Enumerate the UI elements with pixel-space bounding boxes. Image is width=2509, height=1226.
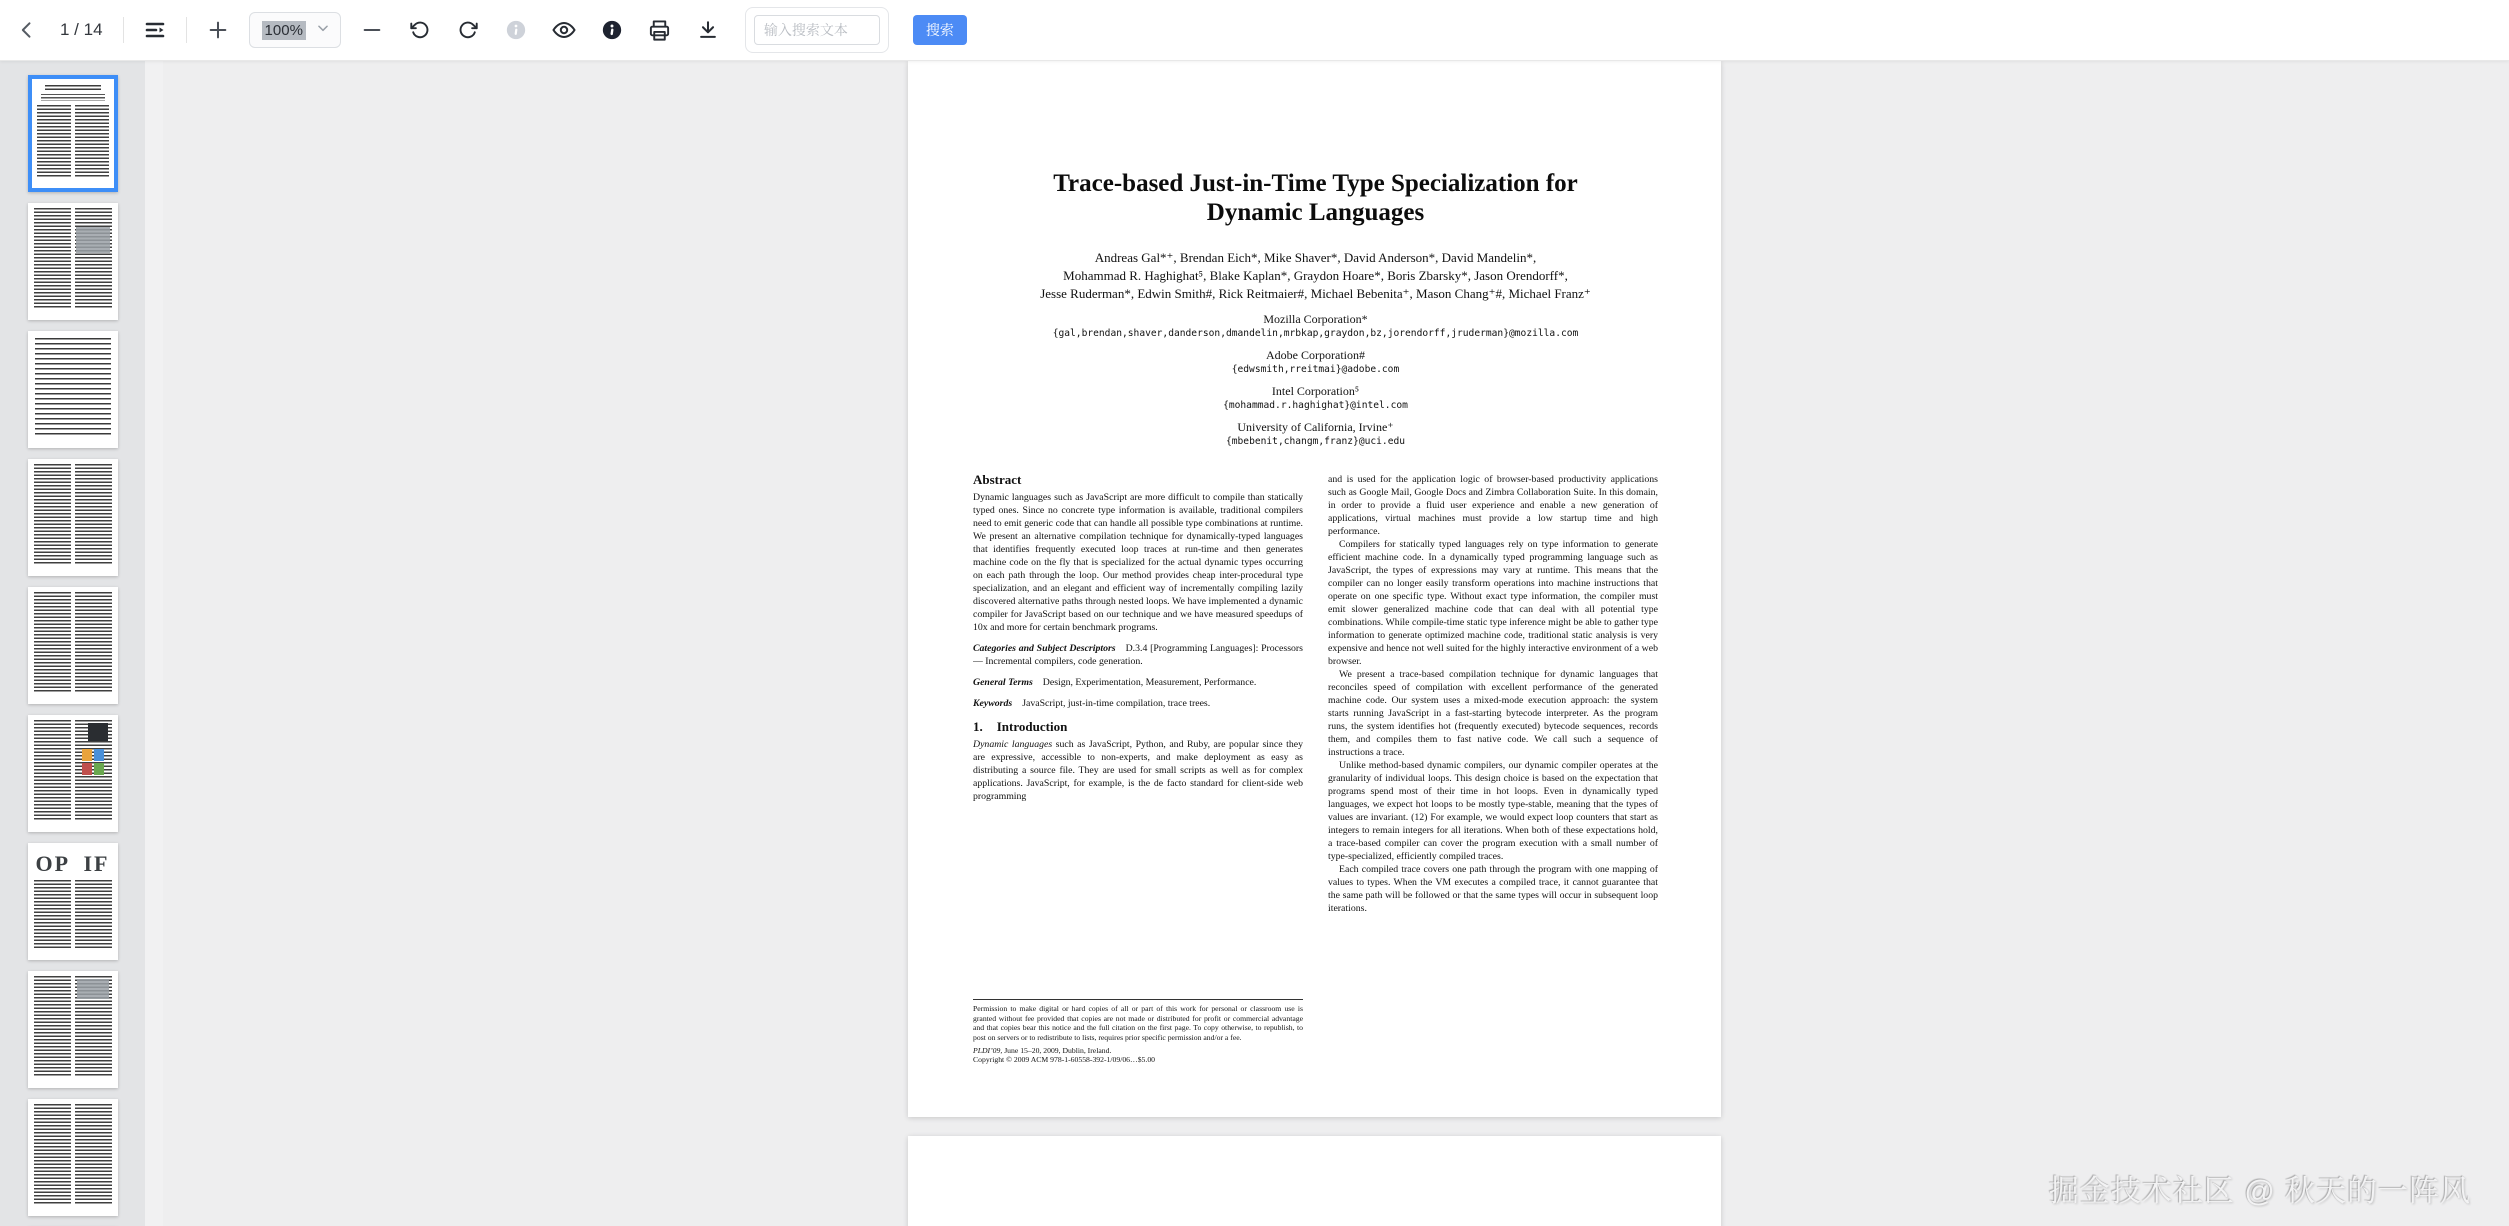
thumbnail-page-9[interactable] bbox=[28, 1099, 118, 1216]
introduction-heading: 1. Introduction bbox=[973, 718, 1068, 734]
thumbnail-page-1[interactable] bbox=[28, 75, 118, 192]
abstract-heading: Abstract bbox=[973, 472, 1022, 487]
left-column bbox=[973, 473, 1303, 1065]
download-icon bbox=[697, 19, 719, 41]
authors-line: Mohammad R. Haghighat⁵, Blake Kaplan*, Graydon Hoare*, Boris Zbarsky*, Jason Orendorff*, bbox=[1063, 267, 1568, 283]
affiliation-name: Mozilla Corporation* bbox=[1263, 311, 1368, 326]
categories-label: Categories and Subject Descriptors bbox=[973, 642, 1116, 654]
body-paragraph: Unlike method-based dynamic compilers, our dynamic compiler operates at the granularity of individual loops. This design choice is based on the expectation that programs spend most of their time in hot loops. Even in dynamically typed languages, we expect hot loops to be mostly type-stable, meaning that the types of values are invariant. (12) For example, we would expect loop counters that start as integers to remain integers for all iterations. When both of these expectations hold, a trace-based compiler can cover the program execution with a small number of type-specialized, efficiently compiled traces. bbox=[1328, 759, 1658, 862]
thumb-columns bbox=[37, 105, 109, 177]
right-column bbox=[1328, 473, 1658, 1065]
rotate-clockwise-button[interactable] bbox=[451, 13, 485, 47]
print-button[interactable] bbox=[643, 13, 677, 47]
zoom-out-button[interactable] bbox=[355, 13, 389, 47]
zoom-level-dropdown[interactable] bbox=[249, 12, 341, 48]
divider bbox=[123, 17, 124, 43]
pdf-page-1 bbox=[908, 61, 1721, 1117]
thumb-columns bbox=[34, 1104, 112, 1204]
plus-icon bbox=[207, 19, 229, 41]
authors-line: Andreas Gal*⁺, Brendan Eich*, Mike Shaver*, David Anderson*, David Mandelin*, bbox=[1094, 250, 1537, 265]
general-terms-label: General Terms bbox=[973, 676, 1033, 688]
body-paragraph: We present a trace-based compilation technique for dynamic languages that reconciles speed of compilation with excellent performance of the generated machine code. Our system uses a mixed-mode execution approach: the system starts running JavaScript in a fast-starting bytecode interpreter. As the program runs, the system identifies hot (frequently executed) bytecode sequences, records them, and compiles them to fast native code. We call such a sequence of instructions a trace. bbox=[1328, 668, 1658, 758]
pdf-page-2 bbox=[908, 1136, 1721, 1226]
document-viewer[interactable] bbox=[163, 61, 2509, 1226]
pdf-toolbar bbox=[0, 0, 2509, 61]
thumb-figure bbox=[77, 979, 109, 999]
paper-body-columns bbox=[973, 473, 1658, 1065]
affiliation-email: {mohammad.r.haghighat}@intel.com bbox=[1223, 399, 1408, 411]
search-input[interactable] bbox=[754, 15, 880, 45]
thumb-figure bbox=[88, 723, 108, 741]
conference-line: PLDI’09, June 15–20, 2009, Dublin, Ireland. bbox=[973, 1045, 1112, 1055]
preview-button[interactable] bbox=[547, 13, 581, 47]
body-paragraph: Compilers for statically typed languages rely on type information to generate efficient machine code. In a dynamically typed programming language such as JavaScript, the types of expressions may vary at runtime. This means that the compiler can no longer easily transform operations into machine instructions that operate on one specific type. Without exact type information, the compiler must emit slower generalized machine code that can deal with all potential type combinations. While compile-time static type inference might be able to gather type information to generate optimized machine code, traditional static analysis is very expensive and hence not well suited for the highly interactive environment of a web browser. bbox=[1328, 538, 1658, 667]
body-paragraph: Each compiled trace covers one path through the program with one mapping of values to types. When the VM executes a compiled trace, it cannot guarantee that the same path will be followed or that the same types will occur in subsequent loop iterations. bbox=[1328, 863, 1658, 914]
watermark-text: 掘金技术社区 @ 秋天的一阵风 bbox=[2048, 1175, 2471, 1208]
abstract-text: Dynamic languages such as JavaScript are more difficult to compile than statically typed ones. Since no concrete type information is available, traditional compilers need to emit generic code that can handle all possible type combinations at runtime. We present an alternative compilation technique for dynamically-typed languages that identifies frequently executed loop traces at run-time and then generates machine code on the fly that is specialized for the actual dynamic types occurring on each path through the loop. Our method provides cheap inter-procedural type specialization, and an elegant and efficient way of incrementally compiling lazily discovered alternative paths through nested loops. We have implemented a dynamic compiler for JavaScript based on our technique and we have measured speedups of 10x and more for certain benchmark programs. bbox=[973, 491, 1303, 633]
thumb-columns bbox=[34, 880, 112, 948]
viewer-layout bbox=[0, 61, 2509, 1226]
rotate-left-icon bbox=[409, 19, 431, 41]
affiliation-email: {mbebenit,changm,franz}@uci.edu bbox=[1225, 435, 1406, 447]
rotate-right-icon bbox=[457, 19, 479, 41]
rotate-counterclockwise-button[interactable] bbox=[403, 13, 437, 47]
thumb-columns bbox=[34, 208, 112, 308]
search-button[interactable]: 搜索 bbox=[913, 15, 967, 45]
sidebar-scrollbar-track[interactable] bbox=[145, 61, 163, 1226]
copyright-line: Copyright © 2009 ACM 978-1-60558-392-1/09/06…$5.00 bbox=[973, 1055, 1156, 1065]
general-terms-block bbox=[973, 676, 1303, 689]
zoom-level-value: 100% bbox=[262, 21, 306, 40]
thumbnail-page-7[interactable] bbox=[28, 843, 118, 960]
printer-icon bbox=[648, 19, 671, 42]
keywords-label: Keywords bbox=[973, 697, 1013, 709]
thumb-columns bbox=[34, 592, 112, 692]
thumbnail-page-3[interactable] bbox=[28, 331, 118, 448]
zoom-in-button[interactable] bbox=[201, 13, 235, 47]
affiliation-name: Intel Corporation⁵ bbox=[1271, 383, 1360, 398]
divider bbox=[186, 17, 187, 43]
thumb-figure bbox=[76, 227, 110, 253]
sidebar-toggle-button[interactable] bbox=[138, 13, 172, 47]
affiliation-email: {gal,brendan,shaver,danderson,dmandelin,mrbkap,graydon,bz,jorendorff,jruderman}@mozilla.com bbox=[1052, 327, 1579, 339]
authors-line: Jesse Ruderman*, Edwin Smith#, Rick Reitmaier#, Michael Bebenita⁺, Mason Chang⁺#, Michael Franz⁺ bbox=[1040, 285, 1591, 301]
thumb-figure-glyphs: OP IF bbox=[35, 851, 110, 876]
info-circle-disabled-icon bbox=[505, 19, 527, 41]
download-button[interactable] bbox=[691, 13, 725, 47]
chevron-left-icon bbox=[17, 20, 37, 40]
thumb-title-lines bbox=[45, 85, 101, 91]
minus-icon bbox=[361, 19, 383, 41]
affiliation-name: Adobe Corporation# bbox=[1266, 347, 1365, 362]
body-paragraph: and is used for the application logic of browser-based productivity applications such as Google Mail, Google Docs and Zimbra Collaboration Suite. In this domain, in order to provide a fluid user experience and enable a new generation of applications, virtual machines must provide a low startup time and high performance. bbox=[1328, 473, 1658, 537]
document-info-button[interactable] bbox=[595, 13, 629, 47]
categories-text: D.3.4 [Programming Languages]: Processors — Incremental compilers, code generation. bbox=[973, 642, 1303, 667]
paper-authors bbox=[973, 249, 1658, 303]
page-indicator: 1 / 14 bbox=[60, 20, 103, 39]
thumbnail-page-8[interactable] bbox=[28, 971, 118, 1088]
chevron-down-icon bbox=[316, 21, 330, 40]
search-container bbox=[745, 7, 889, 53]
thumb-color-figure bbox=[82, 749, 110, 775]
eye-icon bbox=[552, 18, 576, 42]
keywords-block bbox=[973, 697, 1303, 710]
affiliation-name: University of California, Irvine⁺ bbox=[1237, 419, 1394, 434]
thumbnail-page-6[interactable] bbox=[28, 715, 118, 832]
info-disabled-button[interactable] bbox=[499, 13, 533, 47]
introduction-text: Dynamic languages such as JavaScript, Python, and Ruby, are popular since they are expressive, accessible to non-experts, and make deployment as easy as distributing a source file. They are used for small scripts as well as for complex applications. JavaScript, for example, is the de facto standard for client-side web programming bbox=[973, 738, 1303, 802]
sidebar-toggle-icon bbox=[143, 18, 167, 42]
thumbnail-page-5[interactable] bbox=[28, 587, 118, 704]
keywords-text: JavaScript, just-in-time compilation, trace trees. bbox=[1022, 697, 1211, 709]
copyright-footnote bbox=[973, 999, 1303, 1065]
thumb-table-lines bbox=[35, 338, 111, 438]
thumbnail-page-4[interactable] bbox=[28, 459, 118, 576]
permission-text: Permission to make digital or hard copies of all or part of this work for personal or classroom use is granted without fee provided that copies are not made or distributed for profit or commercial advantage and that copies bear this notice and the full citation on the first page. To copy otherwise, to republish, to post on servers or to redistribute to lists, requires prior specific permission and/or a fee. bbox=[973, 1004, 1303, 1043]
thumb-author-lines bbox=[41, 94, 105, 101]
thumbnail-page-2[interactable] bbox=[28, 203, 118, 320]
categories-block bbox=[973, 642, 1303, 668]
previous-page-button[interactable] bbox=[10, 13, 44, 47]
thumbnail-sidebar bbox=[0, 61, 145, 1226]
thumb-columns bbox=[34, 464, 112, 564]
info-circle-icon bbox=[601, 19, 623, 41]
paper-title: Trace-based Just-in-Time Type Specialization for Dynamic Languages bbox=[1053, 170, 1578, 226]
paper-affiliations bbox=[973, 312, 1658, 447]
affiliation-email: {edwsmith,rreitmai}@adobe.com bbox=[1231, 363, 1400, 375]
general-terms-text: Design, Experimentation, Measurement, Performance. bbox=[1042, 676, 1257, 688]
